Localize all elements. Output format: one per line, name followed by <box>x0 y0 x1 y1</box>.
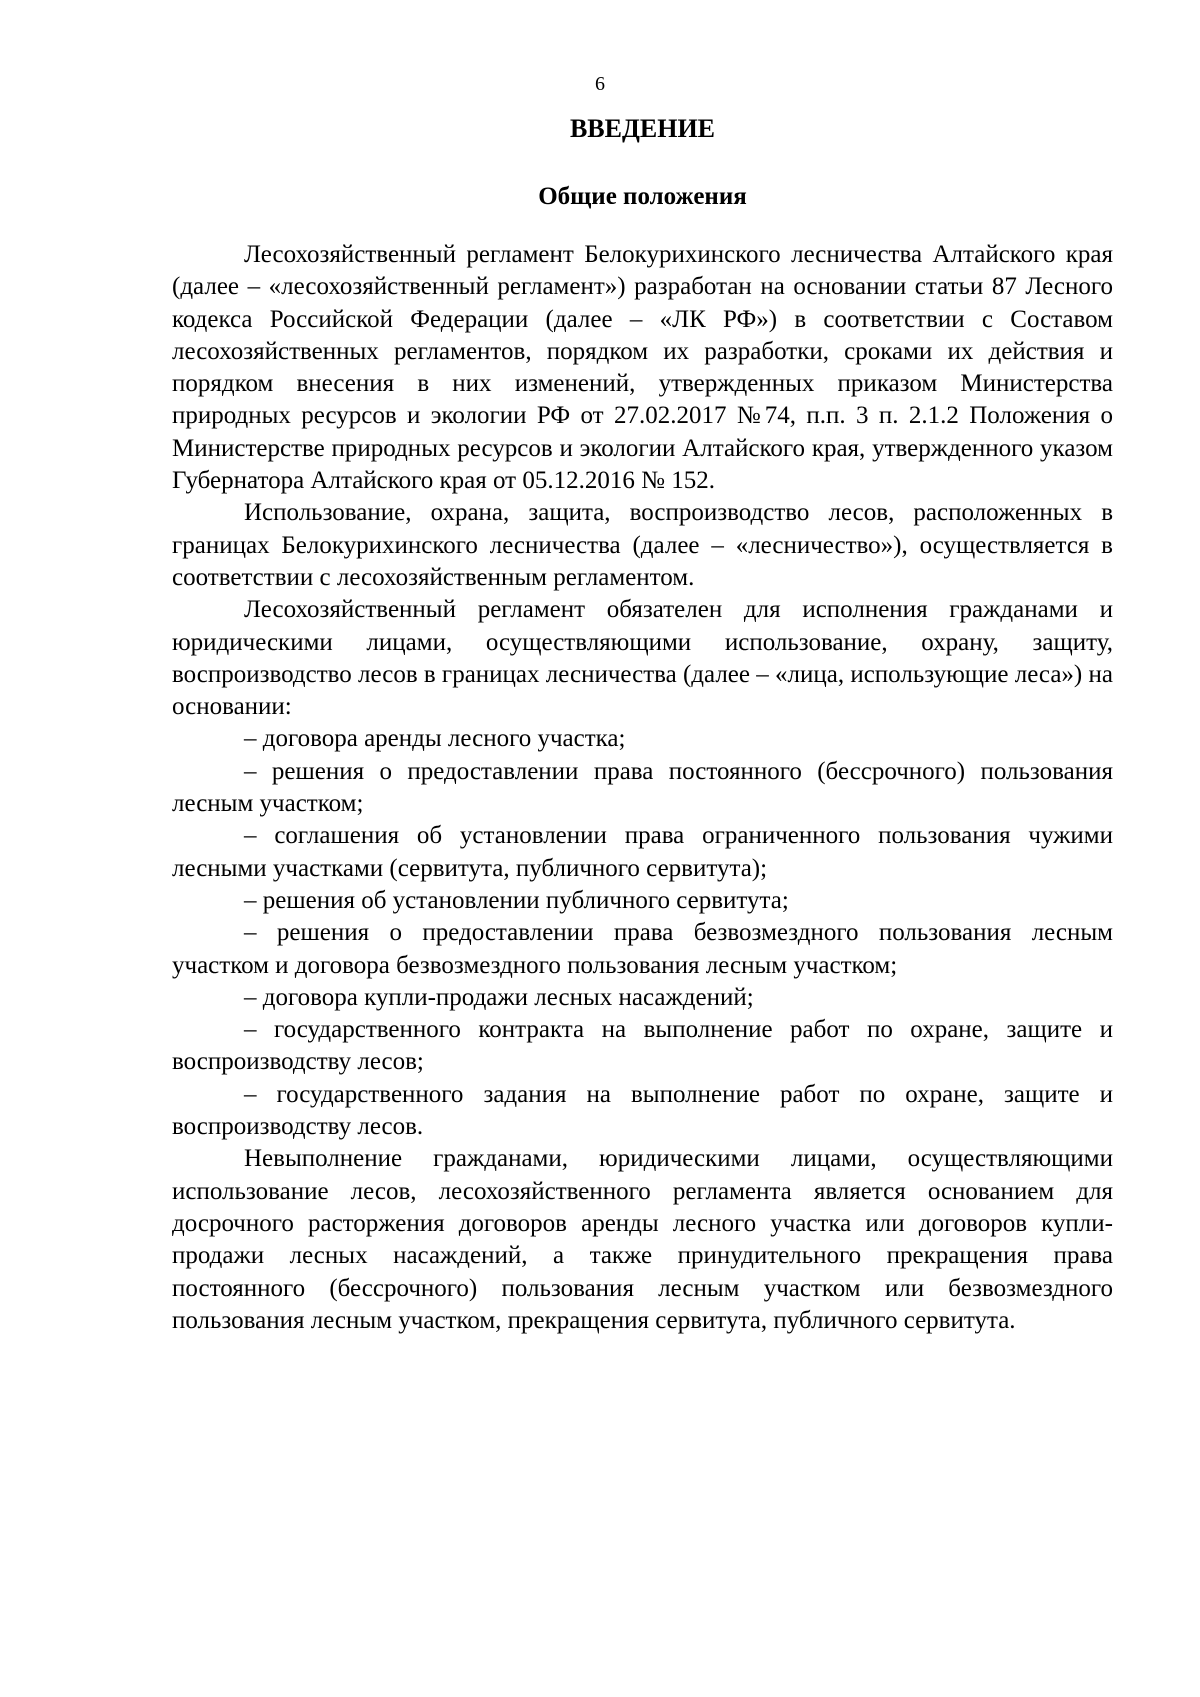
list-item: – соглашения об установлении права ограниченного пользования чужими лесными участками (сервитута, публичного сервитута); <box>172 822 1113 882</box>
section-heading: Общие положения <box>538 183 747 210</box>
page-title: ВВЕДЕНИЕ <box>569 114 716 143</box>
list-item: – государственного задания на выполнение работ по охране, защите и воспроизводству лесов. <box>172 1080 1113 1141</box>
document-body <box>172 239 1113 1337</box>
paragraph-regulation-basis: Лесохозяйственный регламент Белокурихинского лесничества Алтайского края (далее – «лесохозяйственный регламент») разработан на основании статьи 87 Лесного кодекса Российской Федерации (далее – «ЛК РФ») в соответствии с Составом лесохозяйственных регламентов, порядком их разработки, сроками их действия и порядком внесения в них изменений, утвержденных приказом Министерства природных ресурсов и экологии РФ от 27.02.2017 №74, п.п. 3 п. 2.1.2 Положения о Министерстве природных ресурсов и экологии Алтайского края, утвержденного указом Губернатора Алтайского края от 05.12.2016 № 152. <box>172 241 1113 495</box>
paragraph-obligation: Лесохозяйственный регламент обязателен для исполнения гражданами и юридическими лицами, осуществляющими использование, охрану, защиту, воспроизводство лесов в границах лесничества (далее – «лица, использующие леса») на основании: <box>172 596 1113 721</box>
page-number: 6 <box>595 73 605 95</box>
paragraph-forest-use: Использование, охрана, защита, воспроизводство лесов, расположенных в границах Белокурихинского лесничества (далее – «лесничество»), осуществляется в соответствии с лесохозяйственным регламентом. <box>172 499 1113 591</box>
list-item: – договора аренды лесного участка; <box>244 725 626 753</box>
list-item: – договора купли-продажи лесных насаждений; <box>244 983 754 1011</box>
list-item: – решения об установлении публичного сервитута; <box>244 886 789 914</box>
list-item: – решения о предоставлении права постоянного (бессрочного) пользования лесным участком; <box>172 757 1113 818</box>
list-item: – государственного контракта на выполнение работ по охране, защите и воспроизводству лесов; <box>172 1016 1113 1076</box>
paragraph-non-compliance: Невыполнение гражданами, юридическими лицами, осуществляющими использование лесов, лесохозяйственного регламента является основанием для досрочного расторжения договоров аренды лесного участка или договоров купли-продажи лесных насаждений, а также принудительного прекращения права постоянного (бессрочного) пользования лесным участком или безвозмездного пользования лесным участком, прекращения сервитута, публичного сервитута. <box>172 1145 1113 1334</box>
list-item: – решения о предоставлении права безвозмездного пользования лесным участком и договора безвозмездного пользования лесным участком; <box>172 919 1113 979</box>
